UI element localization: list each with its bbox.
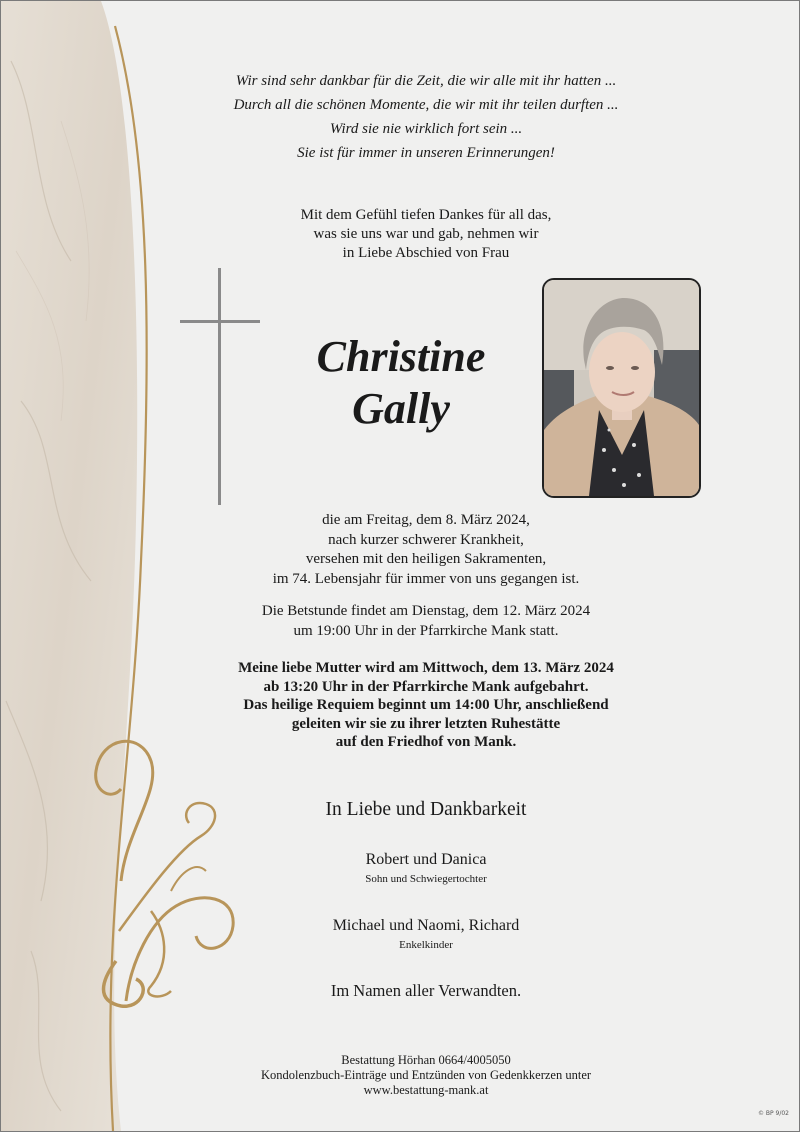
prayer-line: um 19:00 Uhr in der Pfarrkirche Mank statt. — [293, 622, 559, 639]
print-code: © BP 9/02 — [757, 1110, 789, 1117]
mourner-name: Robert und Danica — [365, 851, 487, 868]
poem-line: Durch all die schönen Momente, die wir mit ihr teilen durften ... — [233, 97, 619, 113]
details-line: im 74. Lebensjahr für immer von uns gegangen ist. — [272, 570, 580, 587]
cross-horizontal-bar — [180, 320, 260, 323]
relatives-note: Im Namen aller Verwandten. — [330, 981, 522, 1000]
footer-funeral-home: Bestattung Hörhan 0664/4005050 — [341, 1053, 511, 1067]
closing-phrase: In Liebe und Dankbarkeit — [325, 799, 527, 820]
funeral-line: auf den Friedhof von Mank. — [335, 734, 517, 750]
intro-line: Mit dem Gefühl tiefen Dankes für all das, — [300, 207, 552, 223]
intro-line: was sie uns war und gab, nehmen wir — [313, 226, 539, 242]
intro-line: in Liebe Abschied von Frau — [342, 245, 510, 261]
portrait-illustration — [544, 280, 699, 496]
funeral-info — [26, 659, 800, 752]
deceased-last-name: Gally — [352, 384, 450, 433]
mourner-relation: Sohn und Schwiegertochter — [365, 873, 487, 885]
poem-line: Sie ist für immer in unseren Erinnerungen! — [297, 145, 555, 161]
funeral-line: Meine liebe Mutter wird am Mittwoch, dem 13. März 2024 — [238, 660, 614, 676]
poem — [26, 69, 800, 165]
mourner-name: Michael und Naomi, Richard — [332, 917, 520, 934]
portrait-photo — [542, 278, 701, 498]
deceased-first-name: Christine — [316, 332, 486, 381]
death-details — [26, 511, 800, 589]
footer-website-link[interactable]: www.bestattung-mank.at — [363, 1083, 489, 1097]
details-line: nach kurzer schwerer Krankheit, — [328, 531, 524, 548]
footer-condolence-note: Kondolenzbuch-Einträge und Entzünden von Gedenkkerzen unter — [260, 1068, 592, 1082]
mourner-relation: Enkelkinder — [399, 939, 453, 951]
prayer-line: Die Betstunde findet am Dienstag, dem 12. März 2024 — [261, 603, 591, 619]
details-line: die am Freitag, dem 8. März 2024, — [322, 512, 530, 528]
prayer-hour-info — [26, 602, 800, 641]
footer — [26, 1053, 800, 1098]
funeral-line: ab 13:20 Uhr in der Pfarrkirche Mank aufgebahrt. — [263, 678, 589, 695]
funeral-line: geleiten wir sie zu ihrer letzten Ruhestätte — [291, 715, 561, 732]
mourner-entry — [26, 851, 800, 885]
poem-line: Wir sind sehr dankbar für die Zeit, die wir alle mit ihr hatten ... — [235, 73, 617, 89]
funeral-line: Das heilige Requiem beginnt um 14:00 Uhr, anschließend — [243, 697, 609, 713]
poem-line: Wird sie nie wirklich fort sein ... — [329, 121, 523, 137]
intro-text — [26, 206, 800, 263]
details-line: versehen mit den heiligen Sakramenten, — [305, 551, 547, 567]
mourner-entry — [26, 917, 800, 951]
